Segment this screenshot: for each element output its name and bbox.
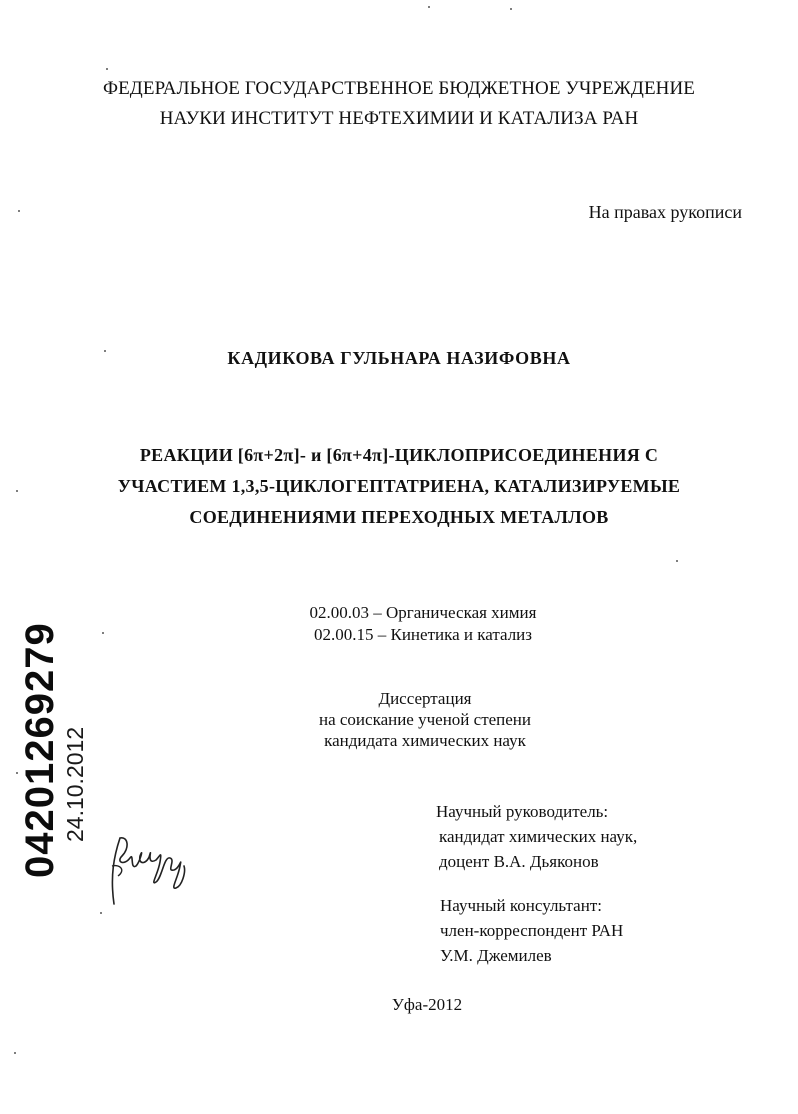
scan-speck — [18, 210, 20, 212]
scan-speck — [102, 632, 104, 634]
supervisor-heading: Научный руководитель: — [436, 802, 609, 821]
degree-statement — [0, 688, 798, 751]
scan-speck — [510, 8, 512, 10]
manuscript-note: На правах рукописи — [588, 202, 742, 222]
supervisor-block — [436, 799, 637, 874]
scan-speck — [16, 772, 18, 774]
consultant-name: У.М. Джемилев — [440, 946, 552, 965]
specialty-codes — [0, 602, 798, 646]
scan-speck — [100, 912, 102, 914]
specialty-2: 02.00.15 – Кинетика и катализ — [314, 625, 532, 644]
dissertation-title — [0, 440, 798, 533]
degree-line-2: на соискание ученой степени — [318, 710, 532, 729]
supervisor-degree: кандидат химических наук, — [439, 827, 638, 846]
title-line-1: РЕАКЦИИ [6π+2π]- и [6π+4π]-ЦИКЛОПРИСОЕДИНЕНИЯ С — [139, 445, 659, 465]
title-line-3: СОЕДИНЕНИЯМИ ПЕРЕХОДНЫХ МЕТАЛЛОВ — [189, 507, 609, 527]
consultant-degree: член-корреспондент РАН — [440, 921, 624, 940]
degree-line-3: кандидата химических наук — [324, 731, 526, 750]
institution-header — [0, 74, 798, 134]
registration-number-stamp: 04201269279 — [18, 622, 62, 878]
scan-speck — [676, 560, 678, 562]
institution-line-2: НАУКИ ИНСТИТУТ НЕФТЕХИМИИ И КАТАЛИЗА РАН — [159, 108, 639, 129]
specialty-1: 02.00.03 – Органическая химия — [309, 603, 537, 622]
author-name: КАДИКОВА ГУЛЬНАРА НАЗИФОВНА — [227, 348, 571, 368]
scan-speck — [106, 68, 108, 70]
scan-speck — [16, 490, 18, 492]
scan-speck — [14, 1052, 16, 1054]
handwritten-signature — [100, 826, 200, 916]
registration-date-stamp: 24.10.2012 — [62, 726, 88, 842]
supervisor-name: доцент В.А. Дьяконов — [439, 852, 599, 871]
scan-speck — [428, 6, 430, 8]
degree-line-1: Диссертация — [378, 689, 472, 708]
scan-speck — [104, 350, 106, 352]
consultant-block — [440, 893, 623, 968]
consultant-heading: Научный консультант: — [440, 896, 602, 915]
title-line-2: УЧАСТИЕМ 1,3,5-ЦИКЛОГЕПТАТРИЕНА, КАТАЛИЗИРУЕМЫЕ — [117, 476, 681, 496]
institution-line-1: ФЕДЕРАЛЬНОЕ ГОСУДАРСТВЕННОЕ БЮДЖЕТНОЕ УЧРЕЖДЕНИЕ — [102, 78, 696, 99]
city-year: Уфа-2012 — [391, 995, 463, 1014]
